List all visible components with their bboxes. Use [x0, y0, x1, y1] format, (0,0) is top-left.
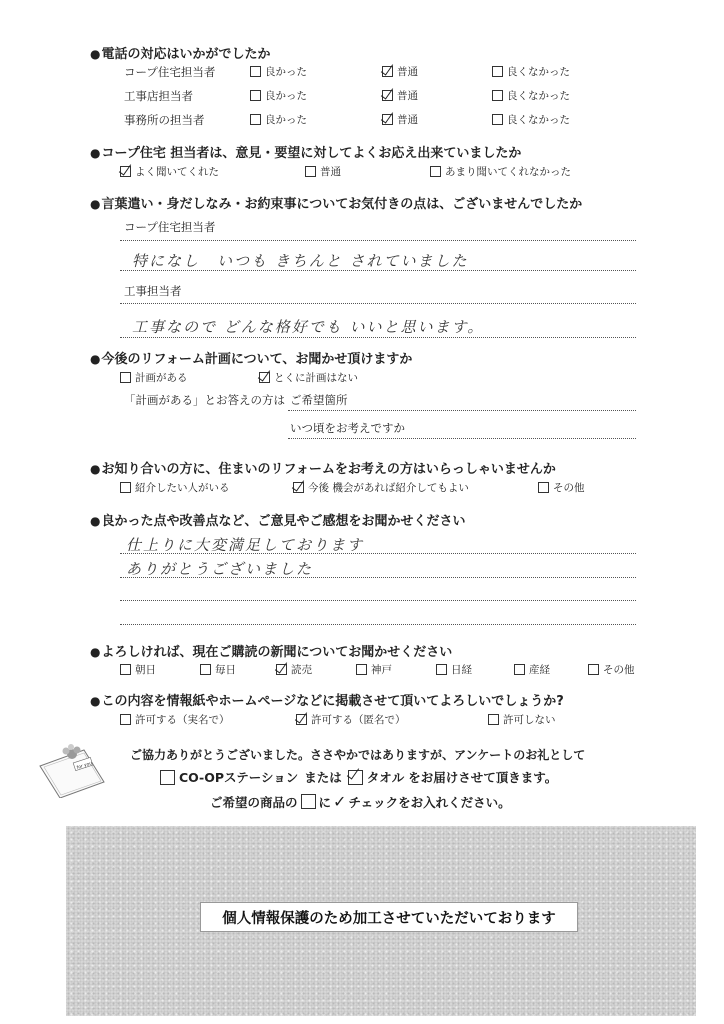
q8-option-1[interactable]: 許可する（実名で） [120, 712, 230, 727]
q7-option-kobe[interactable]: 神戸 [356, 662, 392, 677]
instruction-pre: ご希望の商品の [210, 794, 298, 810]
divider [120, 553, 636, 554]
q7-option-mainichi[interactable]: 毎日 [200, 662, 236, 677]
checkbox[interactable] [430, 166, 441, 177]
checkbox[interactable] [305, 166, 316, 177]
q1-row3-label: 事務所の担当者 [124, 113, 205, 127]
checkbox[interactable] [488, 714, 499, 725]
divider [120, 577, 636, 578]
q1-row1-good[interactable]: 良かった [250, 64, 307, 79]
divider [120, 240, 636, 241]
divider [120, 303, 636, 304]
gift-tail-label: をお届けさせて頂きます。 [408, 770, 558, 785]
divider [120, 337, 636, 338]
gift-card-icon [36, 740, 108, 798]
q3-title: ●言葉遣い・身だしなみ・お約束事についてお気付きの点は、ございませんでしたか [90, 197, 583, 212]
checkbox-checked[interactable] [382, 90, 393, 101]
q4-note: 「計画がある」とお答えの方は [124, 393, 285, 407]
q3-coop-label: コープ住宅担当者 [124, 220, 216, 234]
checkbox[interactable] [538, 482, 549, 493]
gift-tag-label: for you [76, 761, 94, 771]
q1-row3-good[interactable]: 良かった [250, 112, 307, 127]
checkbox[interactable] [492, 90, 503, 101]
checkbox[interactable] [588, 664, 599, 675]
q2-title: ●コープ住宅 担当者は、意見・要望に対してよくお応え出来ていましたか [90, 146, 522, 161]
checkbox[interactable] [120, 372, 131, 383]
checkbox[interactable] [356, 664, 367, 675]
q4-when-field[interactable] [288, 438, 636, 439]
q7-option-other[interactable]: その他 [588, 662, 635, 677]
checkbox[interactable] [120, 482, 131, 493]
q1-row2-label: 工事店担当者 [124, 89, 193, 103]
q4-when-label: いつ頃をお考えですか [290, 421, 405, 435]
divider [120, 270, 636, 271]
instruction-post: チェックをお入れください。 [348, 794, 511, 810]
privacy-notice: 個人情報保護のため加工させていただいております [200, 902, 578, 932]
q1-row2-good[interactable]: 良かった [250, 88, 307, 103]
thanks-gift-line [160, 768, 557, 786]
q4-place-field[interactable] [288, 410, 636, 411]
q8-title: ●この内容を情報紙やホームページなどに掲載させて頂いてよろしいでしょうか? [90, 694, 564, 709]
check-mark-icon: ✓ [333, 792, 347, 811]
checkbox-checked[interactable] [120, 166, 131, 177]
checkbox[interactable] [250, 90, 261, 101]
thanks-instruction [210, 792, 511, 811]
gift-coop-label: CO-OPステーション [179, 770, 299, 785]
gift-or-label: または [304, 770, 342, 785]
checkbox[interactable] [120, 664, 131, 675]
q1-row2-bad[interactable]: 良くなかった [492, 88, 570, 103]
q8-option-2[interactable]: 許可する（匿名で） [296, 712, 406, 727]
instruction-mid: に [318, 794, 332, 810]
q3-coop-answer: 特になし いつも きちんと されていました [132, 252, 469, 270]
q5-option-2[interactable]: 今後 機会があれば紹介してもよい [293, 480, 469, 495]
instruction-box-icon [301, 794, 316, 809]
q7-title: ●よろしければ、現在ご購読の新聞についてお聞かせください [90, 645, 453, 660]
divider [120, 624, 636, 625]
checkbox[interactable] [120, 714, 131, 725]
q5-title: ●お知り合いの方に、住まいのリフォームをお考えの方はいらっしゃいませんか [90, 462, 556, 477]
q5-option-3[interactable]: その他 [538, 480, 585, 495]
gift-towel-checkbox[interactable] [348, 770, 363, 785]
q1-row3-normal[interactable]: 普通 [382, 112, 418, 127]
checkbox[interactable] [250, 114, 261, 125]
checkbox-checked[interactable] [382, 66, 393, 77]
gift-towel-label: タオル [366, 770, 405, 785]
thanks-line1: ご協力ありがとうございました。ささやかではありますが、アンケートのお礼として [130, 748, 586, 762]
q7-option-nikkei[interactable]: 日経 [436, 662, 472, 677]
checkbox[interactable] [200, 664, 211, 675]
q1-row1-bad[interactable]: 良くなかった [492, 64, 570, 79]
q7-option-yomiuri[interactable]: 読売 [276, 662, 312, 677]
q4-option-1[interactable]: 計画がある [120, 370, 188, 385]
q6-answer-line1: 仕上りに大変満足しております [126, 536, 365, 554]
checkbox-checked[interactable] [293, 482, 304, 493]
q7-option-asahi[interactable]: 朝日 [120, 662, 156, 677]
q3-builder-label: 工事担当者 [124, 284, 182, 298]
q1-row1-label: コープ住宅担当者 [124, 65, 216, 79]
checkbox[interactable] [492, 66, 503, 77]
q2-option-3[interactable]: あまり聞いてくれなかった [430, 164, 571, 179]
q7-option-sankei[interactable]: 産経 [514, 662, 550, 677]
q1-row1-normal[interactable]: 普通 [382, 64, 418, 79]
q1-title: ●電話の対応はいかがでしたか [90, 47, 271, 62]
checkbox[interactable] [250, 66, 261, 77]
q6-answer-line2: ありがとうございました [126, 560, 314, 578]
q5-option-1[interactable]: 紹介したい人がいる [120, 480, 230, 495]
checkbox[interactable] [436, 664, 447, 675]
q2-option-2[interactable]: 普通 [305, 164, 341, 179]
checkbox-checked[interactable] [296, 714, 307, 725]
gift-coop-checkbox[interactable] [160, 770, 175, 785]
divider [120, 600, 636, 601]
q1-row3-bad[interactable]: 良くなかった [492, 112, 570, 127]
q3-builder-answer: 工事なので どんな格好でも いいと思います。 [132, 318, 485, 336]
q4-place-label: ご希望箇所 [290, 393, 348, 407]
checkbox[interactable] [514, 664, 525, 675]
checkbox-checked[interactable] [259, 372, 270, 383]
checkbox-checked[interactable] [276, 664, 287, 675]
q6-title: ●良かった点や改善点など、ご意見やご感想をお聞かせください [90, 514, 466, 529]
checkbox[interactable] [492, 114, 503, 125]
checkbox-checked[interactable] [382, 114, 393, 125]
q1-row2-normal[interactable]: 普通 [382, 88, 418, 103]
q8-option-3[interactable]: 許可しない [488, 712, 556, 727]
q4-title: ●今後のリフォーム計画について、お聞かせ頂けますか [90, 352, 413, 367]
q2-option-1[interactable]: よく聞いてくれた [120, 164, 219, 179]
q4-option-2[interactable]: とくに計画はない [259, 370, 358, 385]
